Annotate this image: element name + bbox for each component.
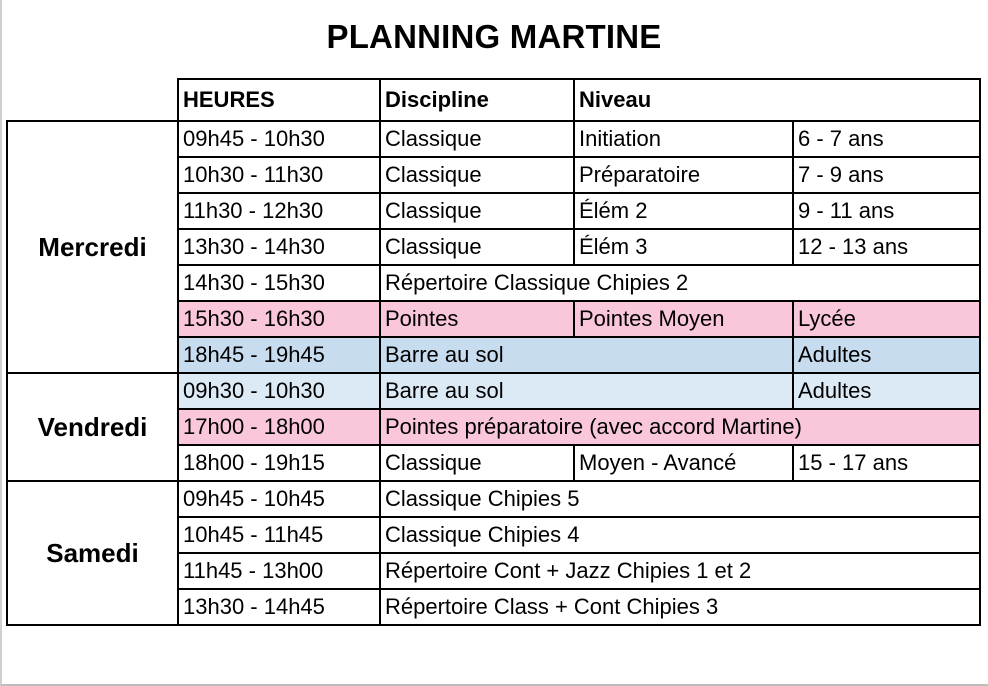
cell-age: 15 - 17 ans [793,445,980,481]
cell-discipline: Pointes préparatoire (avec accord Martine) [380,409,980,445]
day-vendredi: Vendredi [7,373,178,481]
cell-heures: 14h30 - 15h30 [178,265,380,301]
cell-heures: 13h30 - 14h45 [178,589,380,625]
cell-heures: 09h45 - 10h30 [178,121,380,157]
cell-age: Adultes [793,373,980,409]
cell-discipline: Barre au sol [380,373,793,409]
cell-heures: 18h45 - 19h45 [178,337,380,373]
day-mercredi: Mercredi [7,121,178,373]
cell-age: 6 - 7 ans [793,121,980,157]
cell-discipline: Classique [380,157,574,193]
header-discipline: Discipline [380,79,574,121]
cell-niveau: Pointes Moyen [574,301,793,337]
table-row [7,373,980,409]
cell-heures: 09h45 - 10h45 [178,481,380,517]
cell-discipline: Classique [380,445,574,481]
cell-age: Adultes [793,337,980,373]
table-row [7,121,980,157]
cell-discipline: Classique [380,229,574,265]
cell-heures: 18h00 - 19h15 [178,445,380,481]
header-heures: HEURES [178,79,380,121]
cell-heures: 17h00 - 18h00 [178,409,380,445]
cell-discipline: Classique [380,193,574,229]
cell-niveau: Élém 3 [574,229,793,265]
cell-discipline: Classique [380,121,574,157]
cell-discipline: Répertoire Cont + Jazz Chipies 1 et 2 [380,553,980,589]
cell-heures: 15h30 - 16h30 [178,301,380,337]
cell-heures: 11h45 - 13h00 [178,553,380,589]
cell-age: 7 - 9 ans [793,157,980,193]
planning-table [6,78,981,626]
cell-niveau: Moyen - Avancé [574,445,793,481]
cell-discipline: Répertoire Classique Chipies 2 [380,265,980,301]
cell-age: 9 - 11 ans [793,193,980,229]
page-title: PLANNING MARTINE [326,18,662,55]
cell-discipline: Classique Chipies 5 [380,481,980,517]
cell-niveau: Initiation [574,121,793,157]
cell-heures: 10h30 - 11h30 [178,157,380,193]
cell-age: 12 - 13 ans [793,229,980,265]
cell-heures: 11h30 - 12h30 [178,193,380,229]
cell-age: Lycée [793,301,980,337]
table-row [7,481,980,517]
cell-heures: 09h30 - 10h30 [178,373,380,409]
cell-discipline: Pointes [380,301,574,337]
header-niveau: Niveau [574,79,980,121]
day-samedi: Samedi [7,481,178,625]
header-blank-cell [7,79,178,121]
cell-discipline: Classique Chipies 4 [380,517,980,553]
cell-niveau: Élém 2 [574,193,793,229]
table-header-row [7,79,980,121]
cell-discipline: Barre au sol [380,337,793,373]
cell-discipline: Répertoire Class + Cont Chipies 3 [380,589,980,625]
cell-heures: 13h30 - 14h30 [178,229,380,265]
cell-niveau: Préparatoire [574,157,793,193]
cell-heures: 10h45 - 11h45 [178,517,380,553]
